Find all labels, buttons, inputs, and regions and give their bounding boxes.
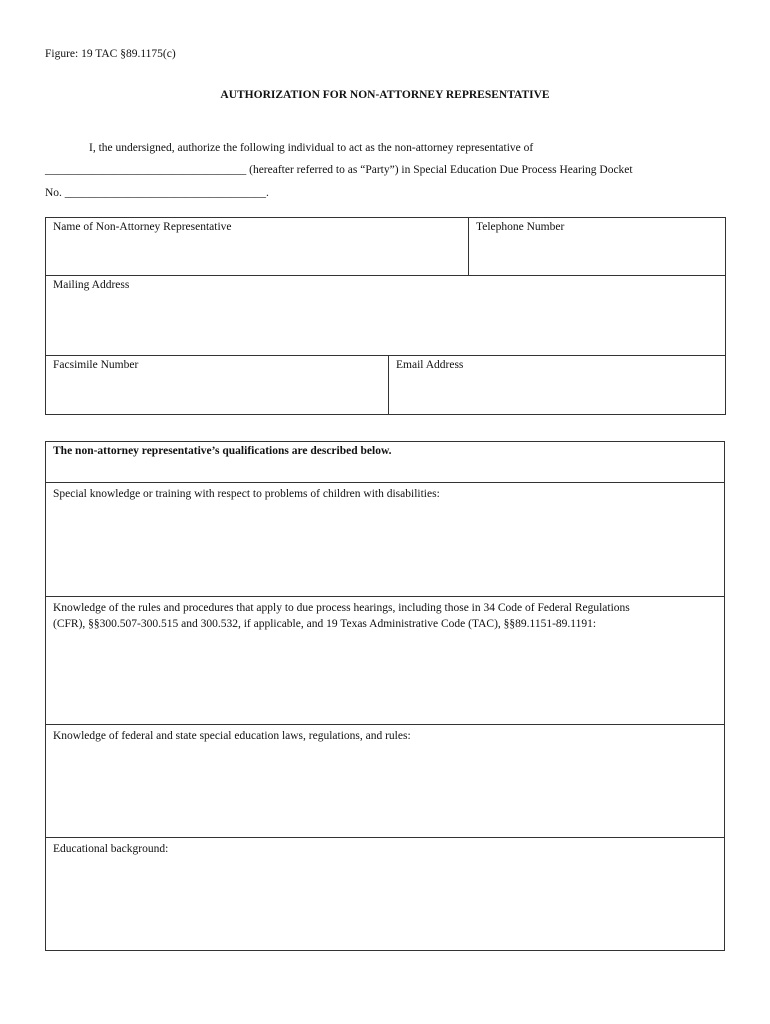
representative-name-field[interactable] xyxy=(46,218,469,276)
form-title: AUTHORIZATION FOR NON-ATTORNEY REPRESENTATIVE xyxy=(220,89,550,101)
intro-line-1: I, the undersigned, authorize the following individual to act as the non-attorney representative of xyxy=(89,142,534,154)
intro-line-3: No. ___________________________________. xyxy=(45,187,269,199)
mailing-address-field[interactable] xyxy=(46,276,726,356)
mailing-address-label: Mailing Address xyxy=(53,279,130,291)
rules-knowledge-field[interactable] xyxy=(46,597,725,725)
facsimile-field[interactable] xyxy=(46,356,389,415)
figure-label: Figure: 19 TAC §89.1175(c) xyxy=(45,48,176,60)
qualifications-header: The non-attorney representative’s qualifications are described below. xyxy=(53,445,392,457)
representative-name-label: Name of Non-Attorney Representative xyxy=(53,221,232,233)
facsimile-label: Facsimile Number xyxy=(53,359,139,371)
intro-line-2: ___________________________________ (hereafter referred to as “Party”) in Special Education Due Process Hearing Docket xyxy=(45,164,633,176)
laws-knowledge-field[interactable] xyxy=(46,725,725,838)
education-field[interactable] xyxy=(46,838,725,951)
rules-knowledge-label-line-2: (CFR), §§300.507-300.515 and 300.532, if applicable, and 19 Texas Administrative Code (TAC), §§89.1151-89.1191: xyxy=(53,618,597,630)
education-label: Educational background: xyxy=(53,843,169,855)
qualifications-table xyxy=(45,441,725,951)
representative-contact-table xyxy=(45,217,726,415)
email-field[interactable] xyxy=(389,356,726,415)
email-label: Email Address xyxy=(396,359,464,371)
telephone-field[interactable] xyxy=(469,218,726,276)
special-knowledge-label: Special knowledge or training with respect to problems of children with disabilities: xyxy=(53,488,440,500)
special-knowledge-field[interactable] xyxy=(46,483,725,597)
telephone-label: Telephone Number xyxy=(476,221,565,233)
laws-knowledge-label: Knowledge of federal and state special education laws, regulations, and rules: xyxy=(53,730,411,742)
qualifications-header-cell xyxy=(46,442,725,483)
rules-knowledge-label-line-1: Knowledge of the rules and procedures that apply to due process hearings, including those in 34 Code of Federal Regulations xyxy=(53,602,630,614)
